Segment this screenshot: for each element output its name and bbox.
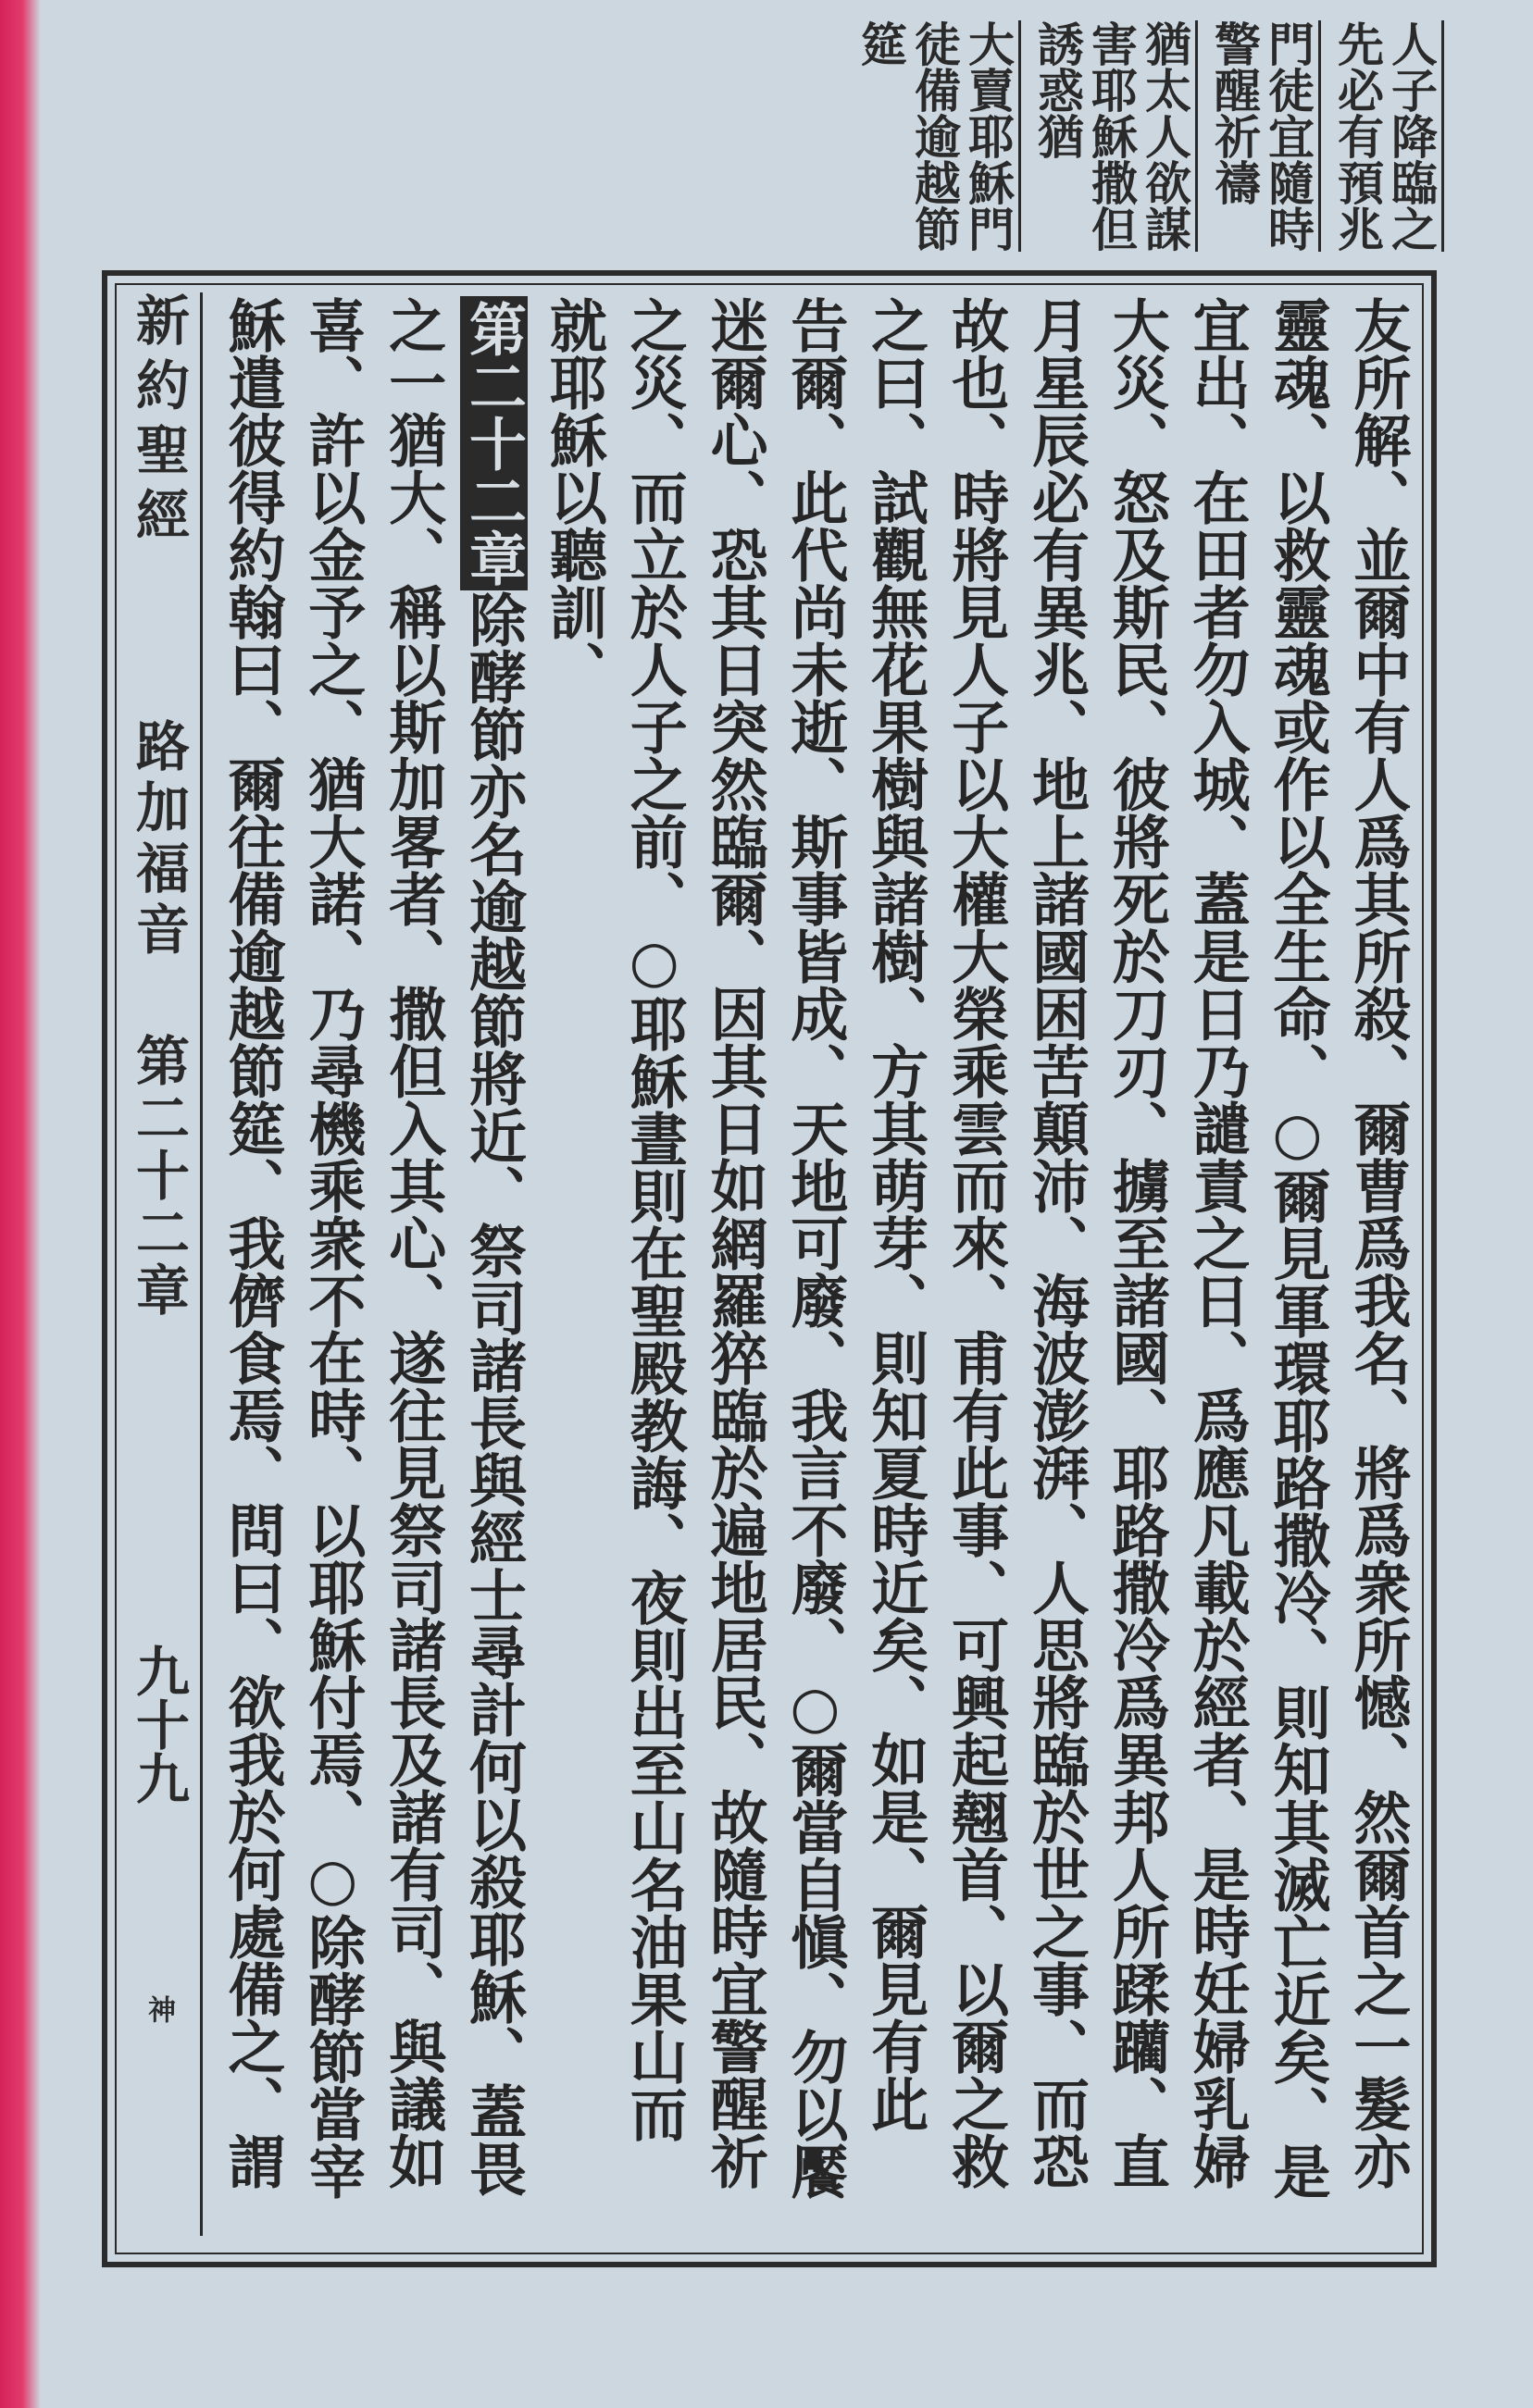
text-column: 大災、怒及斯民、彼將死於刀刃、擄至諸國、耶路撒冷爲異邦人所蹂躪、直	[1103, 296, 1171, 2190]
page-edge	[0, 0, 41, 2408]
margin-note: 人子降臨之先必有預兆	[1330, 20, 1444, 252]
margin-notes	[241, 20, 1444, 261]
text-column: 月星辰必有異兆、地上諸國困苦顛沛、海波澎湃、人思將臨於世之事、而恐	[1022, 296, 1091, 2190]
text-column: 穌遣彼得約翰曰、爾往備逾越節筵、我儕食焉、問曰、欲我於何處備之、謂	[218, 296, 286, 2190]
text-column: 喜、許以金予之、猶大諾、乃尋機乘衆不在時、以耶穌付焉、○除酵節當宰	[298, 296, 367, 2200]
text-column: 友所解、並爾中有人爲其所殺、爾曹爲我名、將爲衆所憾、然爾首之一髮亦	[1343, 296, 1412, 2190]
running-header	[117, 292, 203, 2236]
text-frame	[102, 270, 1437, 2267]
header-book: 路加福音	[127, 718, 190, 962]
page-number: 九十九	[127, 1644, 190, 1805]
text-column: 之災、而立於人子之前、○耶穌晝則在聖殿教誨、夜則出至山名油果山而	[620, 296, 689, 2142]
scripture-text	[213, 296, 1416, 2240]
margin-note: 門徒宜隨時警醒祈禱	[1207, 20, 1321, 252]
header-title: 新約聖經	[127, 292, 190, 552]
text-column: 迷爾心、恐其日突然臨爾、因其日如網羅猝臨於遍地居民、故隨時宜警醒祈	[701, 296, 769, 2190]
text-column: 告爾、此代尚未逝、斯事皆成、天地可廢、我言不廢、○爾當自愼、勿以饜	[780, 296, 849, 2200]
margin-note: 猶太人欲謀害耶穌撒但誘惑猶	[1030, 20, 1198, 252]
text-column: 之一猶大、稱以斯加畧者、撒但入其心、遂往見祭司諸長及諸有司、與議如	[379, 296, 447, 2190]
margin-note: 大賣耶穌門徒備逾越節筵	[854, 20, 1021, 252]
text-column: 宜出、在田者勿入城、蓋是日乃譴責之日、爲應凡載於經者、是時妊婦乳婦	[1183, 296, 1252, 2190]
header-tag: 神	[143, 1995, 175, 2023]
chapter-heading: 第二十二章	[460, 296, 528, 590]
text-column: 除酵節亦名逾越節將近、祭司諸長與經士尋計何以殺耶穌、蓋畏	[459, 590, 528, 2197]
text-column: 就耶穌以聽訓、	[540, 296, 608, 698]
chapter-start-column	[455, 296, 532, 2221]
text-column: 故也、時將見人子以大權大榮乘雲而來、甫有此事、可興起翹首、以爾之救	[941, 296, 1010, 2190]
text-column: 靈魂、以救靈魂或作以全生命、○爾見軍環耶路撒冷、則知其滅亡近矣、是	[1263, 296, 1331, 2200]
header-chapter: 第二十二章	[127, 1033, 190, 1320]
text-column: 之曰、試觀無花果樹與諸樹、方其萌芽、則知夏時近矣、如是、爾見有此	[861, 296, 929, 2132]
